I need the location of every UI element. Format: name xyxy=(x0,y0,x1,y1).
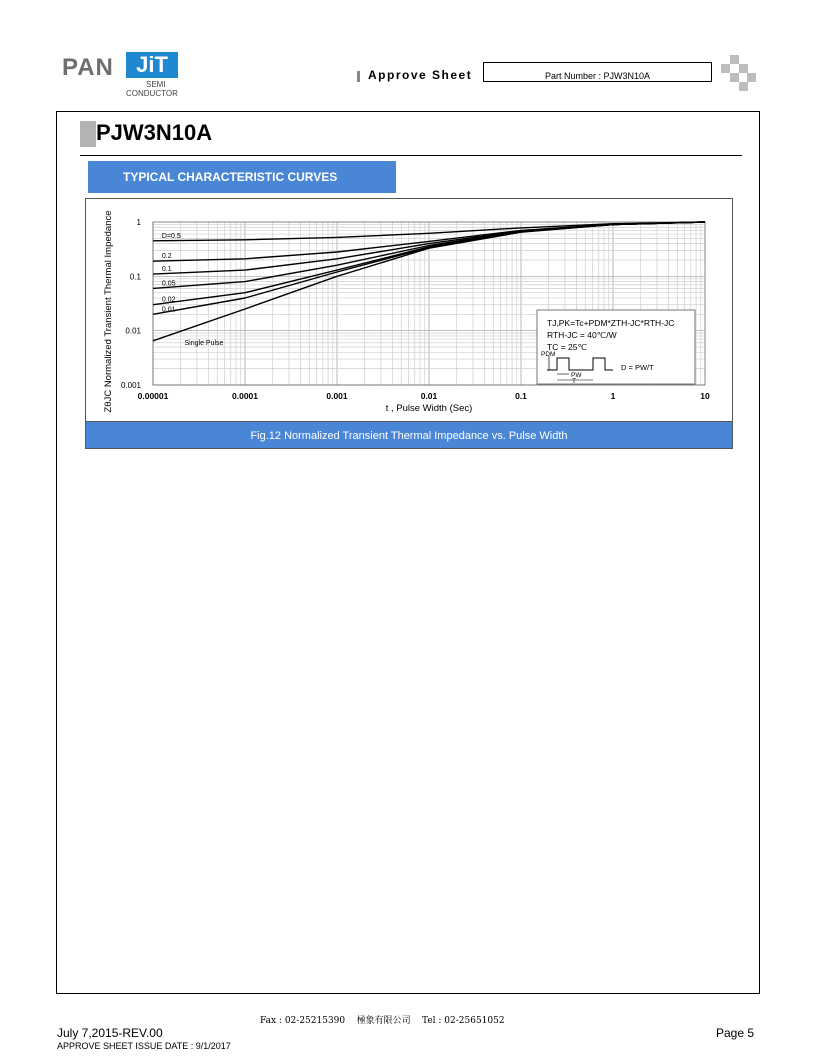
x-tick-label: 0.01 xyxy=(420,391,438,401)
series-label: D=0.5 xyxy=(161,232,181,240)
logo-semi-text: SEMI xyxy=(146,80,166,89)
footer-page-number: Page 5 xyxy=(716,1026,755,1040)
x-axis-label: t , Pulse Width (Sec) xyxy=(385,403,473,414)
approve-sheet-label: Approve Sheet xyxy=(368,68,473,82)
series-label: 0.02 xyxy=(161,296,176,304)
footer-issue-date: APPROVE SHEET ISSUE DATE : 9/1/2017 xyxy=(57,1041,231,1051)
x-tick-label: 0.1 xyxy=(515,391,527,401)
y-tick-label: 0.001 xyxy=(120,381,141,390)
series-label: 0.05 xyxy=(161,280,176,288)
pdm-label: PDM xyxy=(541,351,556,358)
series-label: 0.1 xyxy=(161,266,172,274)
duty-formula: D = PW/T xyxy=(621,363,654,372)
formula-line-3: TC = 25℃ xyxy=(547,342,588,352)
checker-decoration-icon xyxy=(716,55,756,95)
y-tick-label: 0.1 xyxy=(129,272,141,282)
x-tick-label: 10 xyxy=(700,391,710,401)
figure-caption: Fig.12 Normalized Transient Thermal Impedance vs. Pulse Width xyxy=(85,421,733,449)
footer-contact: Fax : 02-25215390 極象有限公司 Tel : 02-25651052 xyxy=(260,1016,505,1026)
logo-conductor-text: CONDUCTOR xyxy=(126,89,178,98)
formula-line-1: TJ,PK=Tc+PDM*ZTH-JC*RTH-JC xyxy=(547,318,675,328)
logo-pan-text: PAN xyxy=(62,54,114,81)
t-label: T xyxy=(572,378,576,385)
approve-marker xyxy=(357,71,360,82)
thermal-impedance-chart xyxy=(85,198,733,422)
formula-line-2: RTH-JC = 40℃/W xyxy=(547,330,617,340)
y-axis-label: ZθJC Normalized Transient Thermal Impedance xyxy=(103,210,114,413)
series-label: 0.01 xyxy=(161,306,176,314)
pw-label: PW xyxy=(571,372,582,379)
logo-jit-text: JiT xyxy=(126,52,178,78)
series-label: Single Pulse xyxy=(184,339,224,347)
title-divider xyxy=(80,155,742,156)
x-tick-label: 0.001 xyxy=(326,391,348,401)
footer-revision-date: July 7,2015-REV.00 xyxy=(57,1026,163,1040)
x-tick-label: 1 xyxy=(610,391,616,401)
x-tick-label: 0.0001 xyxy=(232,391,258,401)
company-logo xyxy=(62,52,187,100)
title-marker xyxy=(80,121,96,147)
part-number-box: Part Number : PJW3N10A xyxy=(483,62,712,82)
section-heading: TYPICAL CHARACTERISTIC CURVES xyxy=(88,161,396,193)
y-tick-label: 1 xyxy=(136,218,141,227)
x-tick-label: 0.00001 xyxy=(137,391,169,401)
series-label: 0.2 xyxy=(161,253,172,261)
page-title: PJW3N10A xyxy=(96,120,213,145)
y-tick-label: 0.01 xyxy=(125,326,141,336)
